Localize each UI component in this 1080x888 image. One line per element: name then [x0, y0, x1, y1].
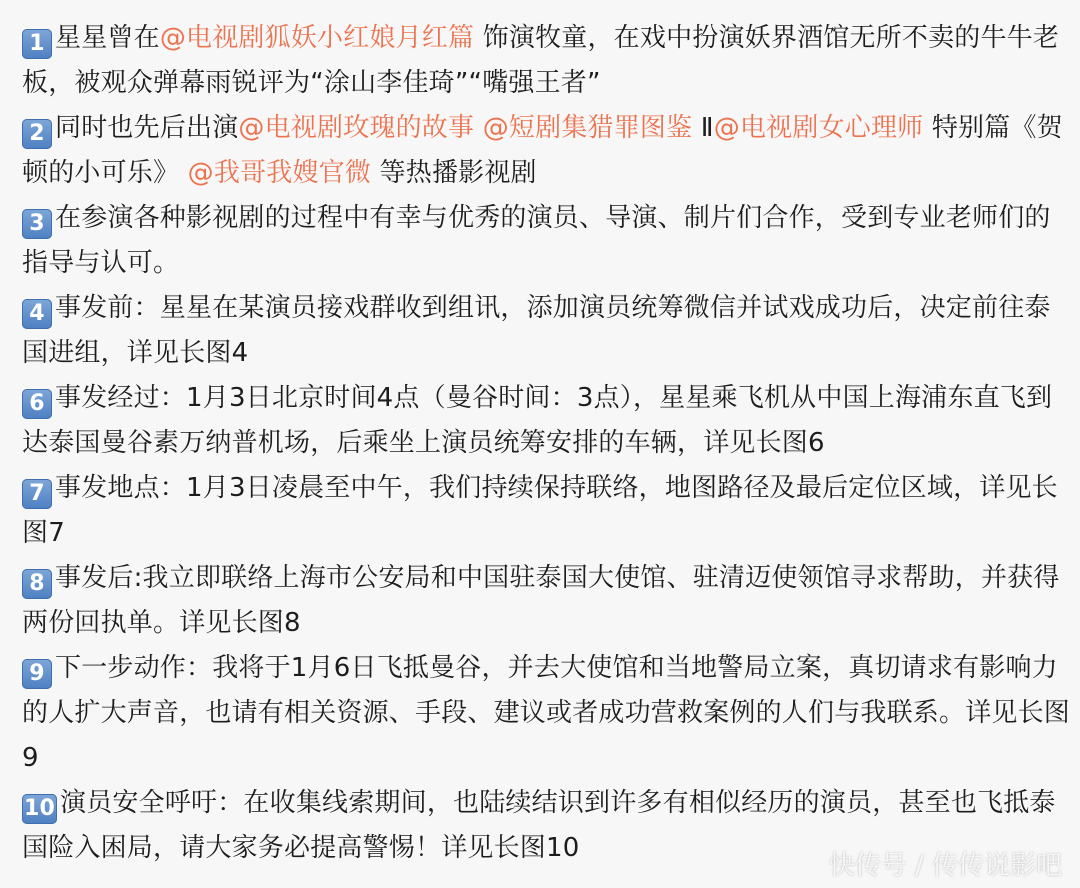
post-item: [22, 376, 1072, 466]
mention-link[interactable]: @电视剧狐妖小红娘月红篇: [159, 23, 475, 53]
post-text: 事发地点：1月3日凌晨至中午，我们持续保持联络，地图路径及最后定位区域，详见长图7: [22, 473, 1058, 548]
keycap-number-icon: 3: [22, 209, 52, 239]
post-text: 演员安全呼吁：在收集线索期间，也陆续结识到许多有相似经历的演员，甚至也飞抵泰国险入困局，请大家务必提高警惕！详见长图10: [22, 788, 1056, 863]
post-text: 事发后:我立即联络上海市公安局和中国驻泰国大使馆、驻清迈使领馆寻求帮助，并获得两份回执单。详见长图8: [22, 563, 1060, 638]
keycap-number-icon: 10: [22, 794, 57, 824]
post-text: 星星曾在: [55, 23, 160, 53]
post-text: 在参演各种影视剧的过程中有幸与优秀的演员、导演、制片们合作，受到专业老师们的指导与认可。: [22, 203, 1051, 278]
keycap-number-icon: 6: [22, 389, 52, 419]
post-text: 同时也先后出演: [55, 113, 239, 143]
post-text: Ⅱ: [692, 113, 714, 143]
mention-link[interactable]: @电视剧玫瑰的故事: [238, 113, 475, 143]
mention-link[interactable]: @电视剧女心理师: [713, 113, 924, 143]
keycap-number-icon: 7: [22, 479, 52, 509]
keycap-number-icon: 4: [22, 299, 52, 329]
keycap-number-icon: 1: [22, 29, 52, 59]
keycap-number-icon: 2: [22, 119, 52, 149]
keycap-number-icon: 8: [22, 569, 52, 599]
post-text: 特别篇《贺顿的小可乐》: [22, 113, 1063, 188]
mention-link[interactable]: @我哥我嫂官微: [187, 158, 372, 188]
post-text: 等热播影视剧: [371, 158, 537, 188]
post-text: 事发经过：1月3日北京时间4点（曼谷时间：3点），星星乘飞机从中国上海浦东直飞到达泰国曼谷素万纳普机场，后乘坐上演员统筹安排的车辆，详见长图6: [22, 383, 1053, 458]
post-item: [22, 556, 1072, 646]
mention-link[interactable]: @短剧集猎罪图鉴: [482, 113, 693, 143]
keycap-number-icon: 9: [22, 659, 52, 689]
post-item: [22, 196, 1072, 286]
post-body: [22, 16, 1072, 871]
post-text: 事发前：星星在某演员接戏群收到组讯，添加演员统筹微信并试戏成功后，决定前往泰国进组，详见长图4: [22, 293, 1051, 368]
post-item: [22, 286, 1072, 376]
post-item: [22, 106, 1072, 196]
post-item: [22, 646, 1072, 781]
post-text: 饰演牧童，在戏中扮演妖界酒馆无所不卖的牛牛老板，被观众弹幕雨锐评为“涂山李佳琦”“嘴强王者”: [22, 23, 1060, 98]
post-item: [22, 16, 1072, 106]
post-text: 下一步动作：我将于1月6日飞抵曼谷，并去大使馆和当地警局立案，真切请求有影响力的人扩大声音，也请有相关资源、手段、建议或者成功营救案例的人们与我联系。详见长图9: [22, 653, 1071, 773]
post-text: [474, 113, 482, 143]
post-item: [22, 466, 1072, 556]
watermark: 快传号 / 传传说影吧: [828, 851, 1062, 881]
